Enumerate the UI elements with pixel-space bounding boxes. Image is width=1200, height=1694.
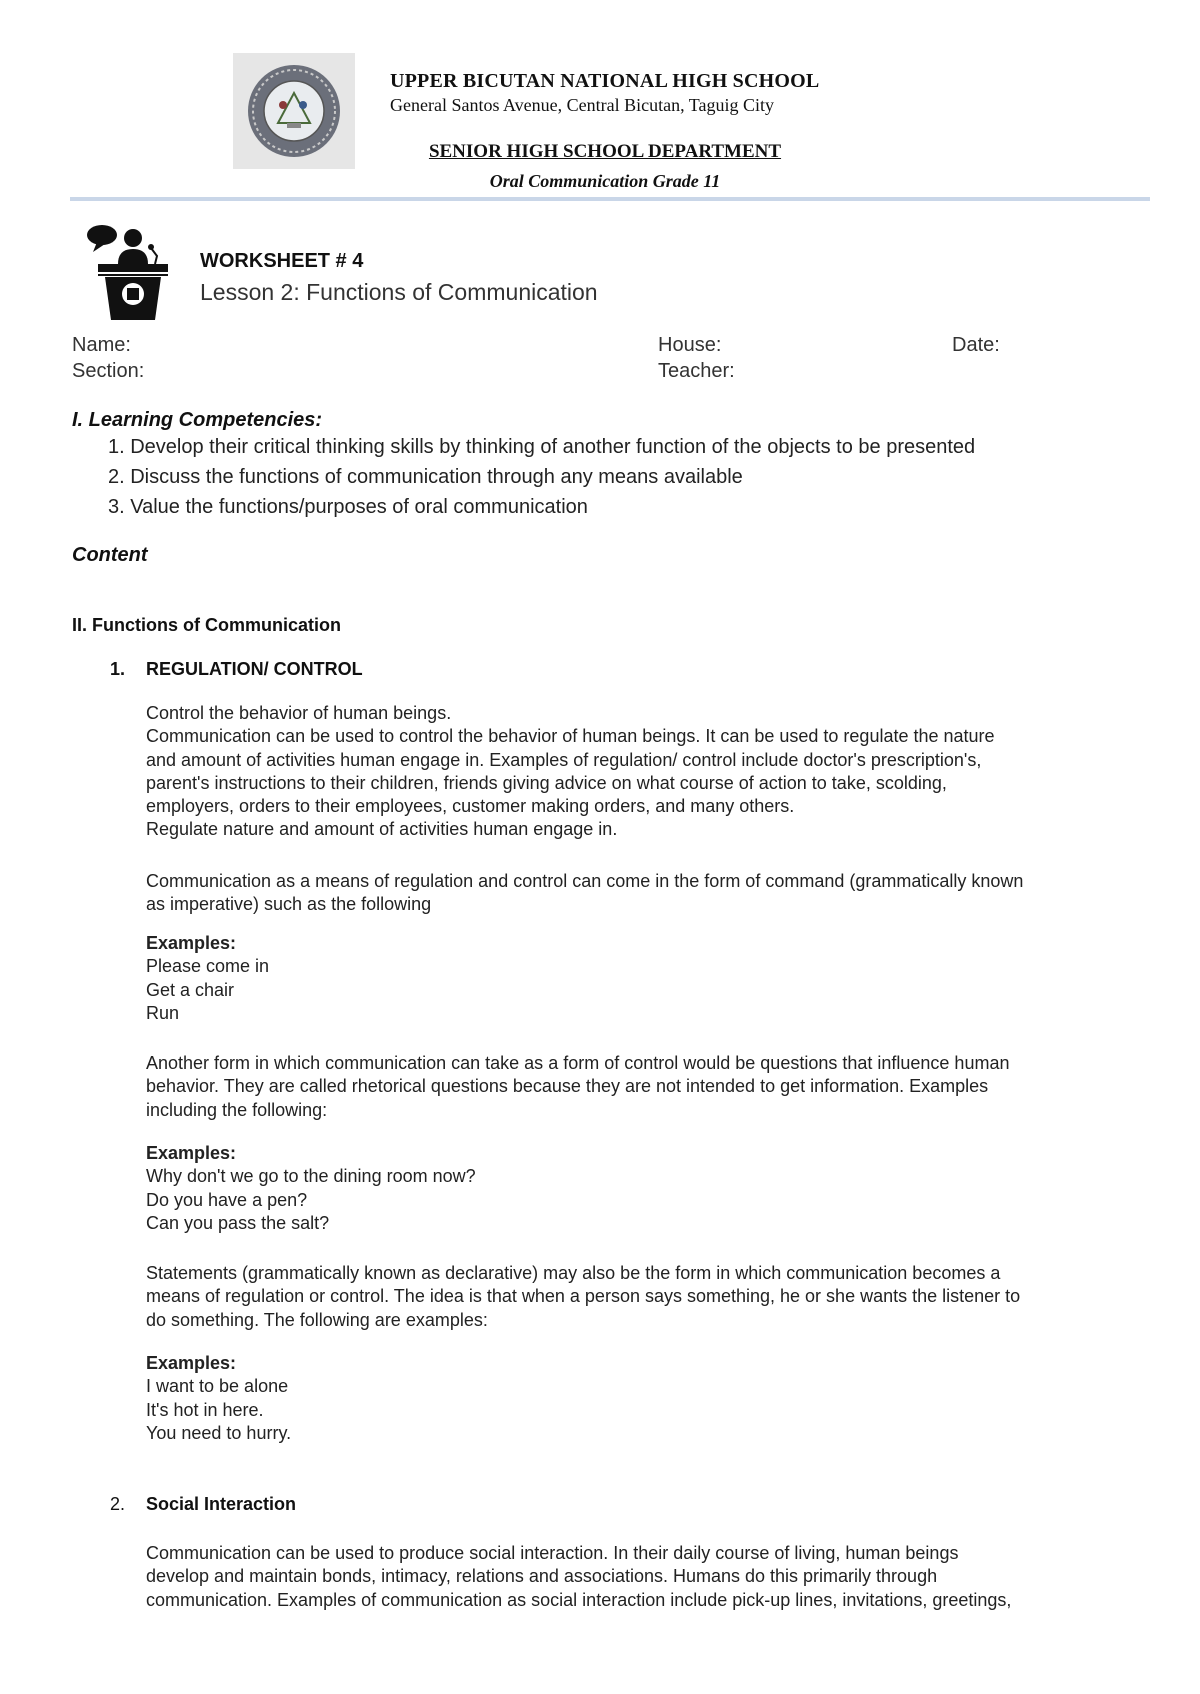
examples-list-1 bbox=[146, 932, 1136, 1025]
teacher-field-label: Teacher: bbox=[658, 360, 735, 382]
text-line: parent's instructions to their children, friends giving advice on what course of action to take, scolding, bbox=[146, 772, 947, 793]
school-info bbox=[390, 70, 819, 116]
regulation-paragraph-1 bbox=[146, 702, 1136, 842]
text-line: employers, orders to their employees, customer making orders, and many others. bbox=[146, 796, 795, 817]
text-line: and amount of activities human engage in. Examples of regulation/ control include doctor's prescription's, bbox=[146, 749, 982, 770]
social-interaction-title: Social Interaction bbox=[146, 1494, 297, 1514]
text-line: means of regulation or control. The idea is that when a person says something, he or she wants the listener to bbox=[146, 1286, 1021, 1307]
text-line: do something. The following are examples: bbox=[146, 1309, 488, 1330]
text-line: communication. Examples of communication as social interaction include pick-up lines, invitations, greetings, bbox=[146, 1589, 1012, 1610]
text-line: Regulate nature and amount of activities human engage in. bbox=[146, 819, 618, 840]
text-line: Communication can be used to control the behavior of human beings. It can be used to regulate the nature bbox=[146, 726, 995, 747]
text-line: behavior. They are called rhetorical questions because they are not intended to get information. Examples bbox=[146, 1076, 989, 1097]
item-number: 2. bbox=[110, 1494, 126, 1514]
example-item: You need to hurry. bbox=[146, 1422, 292, 1443]
example-item: Run bbox=[146, 1002, 180, 1023]
text-line: develop and maintain bonds, intimacy, relations and associations. Humans do this primarily through bbox=[146, 1566, 938, 1587]
regulation-paragraph-2 bbox=[146, 870, 1136, 917]
list-item: 3. Value the functions/purposes of oral communication bbox=[108, 496, 588, 518]
list-item: 2. Discuss the functions of communication through any means available bbox=[108, 466, 743, 488]
examples-label: Examples: bbox=[146, 933, 237, 953]
social-interaction-paragraph bbox=[146, 1542, 1136, 1612]
list-item: 1. Develop their critical thinking skills by thinking of another function of the objects to be presented bbox=[108, 436, 976, 458]
example-item: I want to be alone bbox=[146, 1376, 289, 1397]
example-item: Get a chair bbox=[146, 979, 235, 1000]
example-item: Why don't we go to the dining room now? bbox=[146, 1166, 476, 1187]
examples-list-3 bbox=[146, 1352, 1136, 1445]
text-line: Communication can be used to produce social interaction. In their daily course of living, human beings bbox=[146, 1543, 959, 1563]
school-address: General Santos Avenue, Central Bicutan, Taguig City bbox=[390, 95, 774, 115]
header-divider bbox=[70, 197, 1150, 201]
examples-list-2 bbox=[146, 1142, 1136, 1235]
section-field-label: Section: bbox=[72, 360, 145, 382]
date-field-label: Date: bbox=[952, 334, 1000, 356]
functions-section-heading: II. Functions of Communication bbox=[72, 615, 341, 635]
content-heading: Content bbox=[72, 544, 148, 566]
worksheet-title: WORKSHEET # 4 bbox=[200, 250, 364, 272]
text-line: including the following: bbox=[146, 1099, 328, 1120]
regulation-paragraph-4 bbox=[146, 1262, 1136, 1332]
competencies-list bbox=[108, 434, 975, 524]
learning-competencies-heading: I. Learning Competencies: bbox=[72, 409, 323, 431]
example-item: Do you have a pen? bbox=[146, 1189, 308, 1210]
text-line: as imperative) such as the following bbox=[146, 894, 432, 915]
name-field-label: Name: bbox=[72, 334, 131, 356]
regulation-paragraph-3 bbox=[146, 1052, 1136, 1122]
department-title: SENIOR HIGH SCHOOL DEPARTMENT bbox=[428, 141, 782, 162]
course-title: Oral Communication Grade 11 bbox=[489, 171, 721, 191]
item-number: 1. bbox=[110, 659, 126, 679]
text-line: Another form in which communication can take as a form of control would be questions that influence human bbox=[146, 1053, 1010, 1073]
text-line: Control the behavior of human beings. bbox=[146, 703, 452, 723]
example-item: Please come in bbox=[146, 956, 270, 977]
examples-label: Examples: bbox=[146, 1143, 237, 1163]
regulation-control-title: REGULATION/ CONTROL bbox=[146, 659, 363, 679]
school-name: UPPER BICUTAN NATIONAL HIGH SCHOOL bbox=[390, 70, 820, 92]
lesson-title: Lesson 2: Functions of Communication bbox=[200, 279, 598, 305]
examples-label: Examples: bbox=[146, 1353, 237, 1373]
example-item: Can you pass the salt? bbox=[146, 1212, 330, 1233]
speaker-at-podium-icon bbox=[85, 222, 175, 322]
house-field-label: House: bbox=[658, 334, 722, 356]
text-line: Communication as a means of regulation and control can come in the form of command (grammatically known bbox=[146, 871, 1024, 891]
text-line: Statements (grammatically known as declarative) may also be the form in which communication becomes a bbox=[146, 1263, 1001, 1283]
example-item: It's hot in here. bbox=[146, 1399, 264, 1420]
